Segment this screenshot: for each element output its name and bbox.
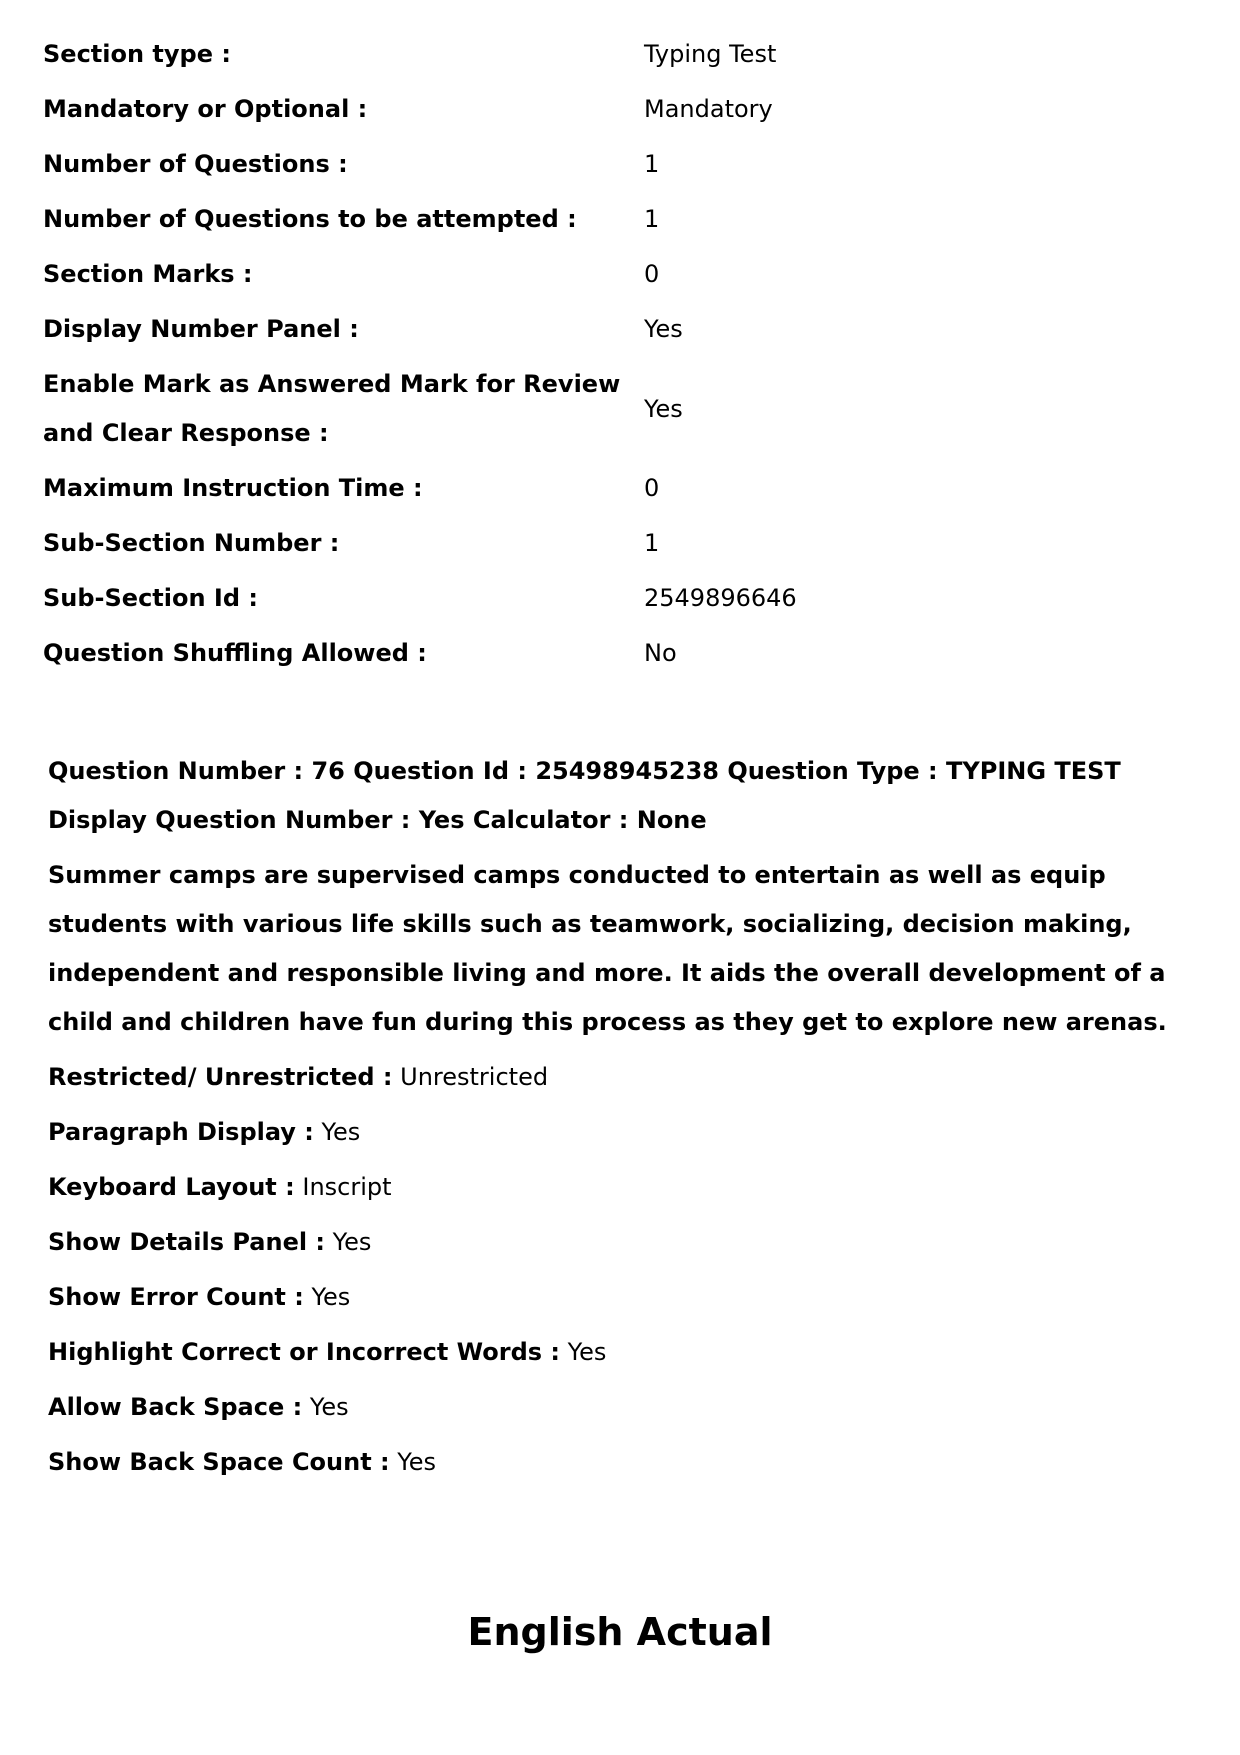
property-row-show-details-panel — [48, 1218, 1208, 1267]
property-row-show-error-count — [48, 1273, 1208, 1322]
num-attempted-label: Number of Questions to be attempted : — [43, 205, 577, 233]
section-row — [43, 360, 1193, 464]
question-header: Question Number : 76 Question Id : 25498945238 Question Type : TYPING TEST Display Question Number : Yes Calculator : None — [48, 757, 1121, 834]
max-instruction-time-value: 0 — [644, 474, 660, 502]
section-row — [43, 464, 1193, 519]
num-attempted-value: 1 — [644, 205, 660, 233]
section-marks-label: Section Marks : — [43, 260, 253, 288]
property-row-restricted — [48, 1053, 1208, 1102]
mandatory-label: Mandatory or Optional : — [43, 95, 368, 123]
property-value: Yes — [332, 1228, 372, 1256]
num-questions-value: 1 — [644, 150, 660, 178]
property-value: Inscript — [302, 1173, 392, 1201]
sub-section-number-label: Sub-Section Number : — [43, 529, 340, 557]
section-type-label: Section type : — [43, 40, 231, 68]
property-value: Yes — [311, 1283, 351, 1311]
property-row-highlight-words — [48, 1328, 1208, 1377]
property-label: Highlight Correct or Incorrect Words : — [48, 1338, 561, 1366]
property-label: Show Error Count : — [48, 1283, 304, 1311]
property-row-paragraph-display — [48, 1108, 1208, 1157]
section-row — [43, 305, 1193, 360]
question-block — [48, 747, 1208, 1487]
section-row — [43, 519, 1193, 574]
section-type-value: Typing Test — [644, 40, 777, 68]
sub-section-number-value: 1 — [644, 529, 660, 557]
section-row — [43, 250, 1193, 305]
section-row — [43, 629, 1193, 684]
property-label: Paragraph Display : — [48, 1118, 314, 1146]
property-label: Show Back Space Count : — [48, 1448, 390, 1476]
section-row — [43, 30, 1193, 85]
section-row — [43, 140, 1193, 195]
section-details-table — [43, 30, 1193, 684]
property-label: Allow Back Space : — [48, 1393, 303, 1421]
property-row-allow-back-space — [48, 1383, 1208, 1432]
question-passage: Summer camps are supervised camps conducted to entertain as well as equip students with various life skills such as teamwork, socializing, decision making, independent and responsible living and more. It aids the overall development of a child and children have fun during this process as they get to explore new arenas. — [48, 861, 1167, 1036]
property-label: Restricted/ Unrestricted : — [48, 1063, 393, 1091]
section-row — [43, 195, 1193, 250]
property-row-show-back-space-count — [48, 1438, 1208, 1487]
section-row — [43, 574, 1193, 629]
enable-mark-label: Enable Mark as Answered Mark for Review and Clear Response : — [43, 370, 621, 447]
num-questions-label: Number of Questions : — [43, 150, 348, 178]
section-marks-value: 0 — [644, 260, 660, 288]
enable-mark-value: Yes — [644, 394, 683, 423]
property-label: Show Details Panel : — [48, 1228, 326, 1256]
sub-section-id-label: Sub-Section Id : — [43, 584, 258, 612]
display-number-panel-label: Display Number Panel : — [43, 315, 359, 343]
property-value: Yes — [567, 1338, 607, 1366]
max-instruction-time-label: Maximum Instruction Time : — [43, 474, 423, 502]
property-value: Yes — [397, 1448, 437, 1476]
mandatory-value: Mandatory — [644, 95, 773, 123]
section-heading-english-actual: English Actual — [467, 1610, 773, 1654]
sub-section-id-value: 2549896646 — [644, 584, 797, 612]
property-value: Unrestricted — [400, 1063, 549, 1091]
display-number-panel-value: Yes — [644, 315, 683, 343]
property-value: Yes — [321, 1118, 361, 1146]
property-row-keyboard-layout — [48, 1163, 1208, 1212]
property-value: Yes — [309, 1393, 349, 1421]
question-shuffling-value: No — [644, 639, 677, 667]
section-row — [43, 85, 1193, 140]
property-label: Keyboard Layout : — [48, 1173, 295, 1201]
question-shuffling-label: Question Shuffling Allowed : — [43, 639, 427, 667]
